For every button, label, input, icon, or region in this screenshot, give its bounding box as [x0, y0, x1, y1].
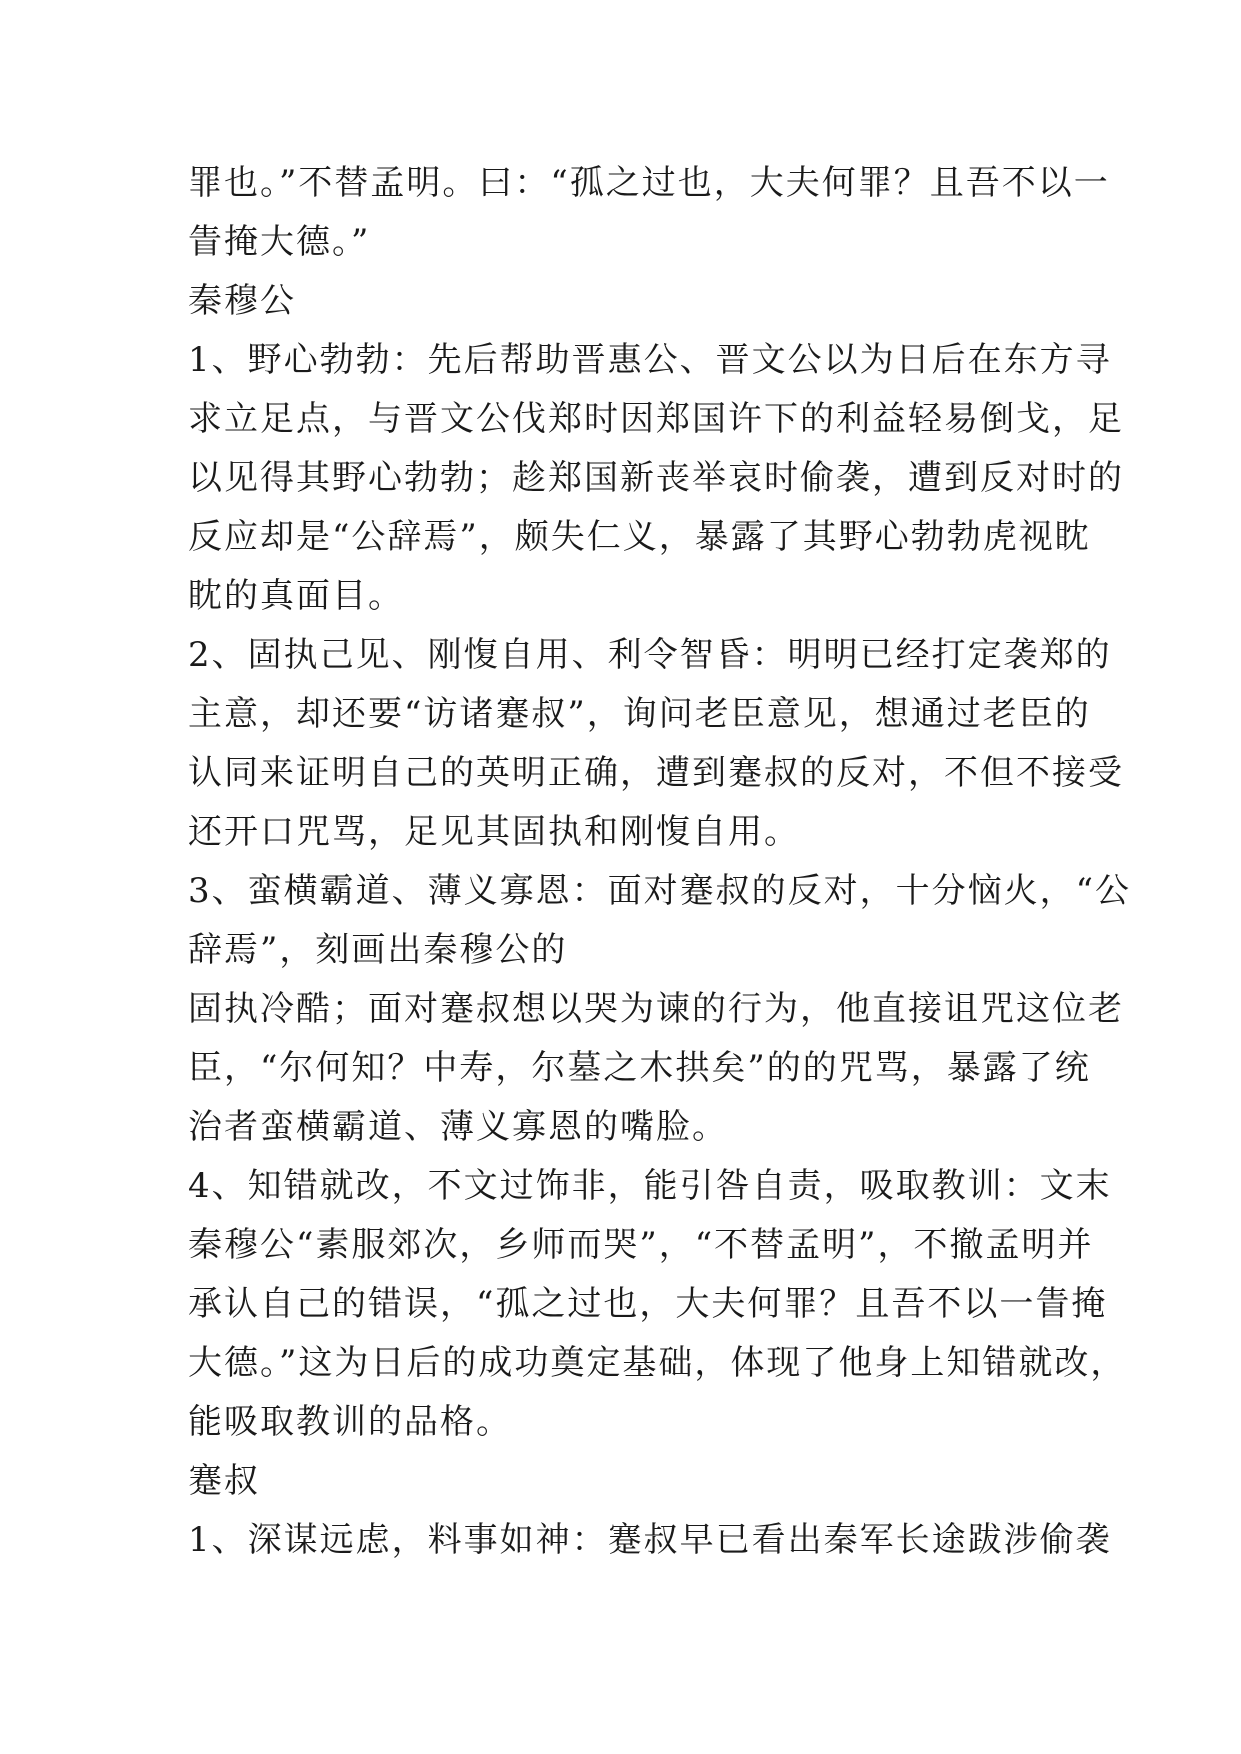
- text-line: 治者蛮横霸道、薄义寡恩的嘴脸。: [188, 1107, 728, 1147]
- text-line: 1、深谋远虑，料事如神：蹇叔早已看出秦军长途跋涉偷袭: [188, 1520, 1112, 1560]
- section-heading-jian-shu: 蹇叔: [188, 1461, 260, 1501]
- text-line: 4、知错就改，不文过饰非，能引咎自责，吸取教训：文末: [188, 1166, 1112, 1206]
- text-line: 能吸取教训的品格。: [188, 1402, 512, 1442]
- text-line: 臣，“尔何知？中寿，尔墓之木拱矣”的的咒骂，暴露了统: [188, 1048, 1091, 1088]
- text-line: 承认自己的错误，“孤之过也，大夫何罪？且吾不以一眚掩: [188, 1284, 1108, 1324]
- text-line: 3、蛮横霸道、薄义寡恩：面对蹇叔的反对，十分恼火，“公: [188, 871, 1132, 911]
- text-line: 辞焉”，刻画出秦穆公的: [188, 930, 568, 970]
- text-line: 眚掩大德。”: [188, 222, 371, 262]
- body-text: [188, 154, 1132, 1570]
- text-line: 大德。”这为日后的成功奠定基础，体现了他身上知错就改，: [188, 1343, 1127, 1383]
- text-line: 秦穆公“素服郊次，乡师而哭”，“不替孟明”，不撤孟明并: [188, 1225, 1094, 1265]
- text-line: 反应却是“公辞焉”，颇失仁义，暴露了其野心勃勃虎视眈: [188, 517, 1091, 557]
- text-line: 还开口咒骂，足见其固执和刚愎自用。: [188, 812, 800, 852]
- text-line: 求立足点，与晋文公伐郑时因郑国许下的利益轻易倒戈，足: [188, 399, 1124, 439]
- text-line: 1、野心勃勃：先后帮助晋惠公、晋文公以为日后在东方寻: [188, 340, 1112, 380]
- text-line: 罪也。”不替孟明。曰：“孤之过也，大夫何罪？且吾不以一: [188, 163, 1110, 203]
- text-line: 主意，却还要“访诸蹇叔”，询问老臣意见，想通过老臣的: [188, 694, 1091, 734]
- section-heading-qin-mugong: 秦穆公: [188, 281, 296, 321]
- text-line: 固执冷酷；面对蹇叔想以哭为谏的行为，他直接诅咒这位老: [188, 989, 1124, 1029]
- text-line: 眈的真面目。: [188, 576, 404, 616]
- text-line: 2、固执己见、刚愎自用、利令智昏：明明已经打定袭郑的: [188, 635, 1112, 675]
- text-line: 认同来证明自己的英明正确，遭到蹇叔的反对，不但不接受: [188, 753, 1124, 793]
- text-line: 以见得其野心勃勃；趁郑国新丧举哀时偷袭，遭到反对时的: [188, 458, 1124, 498]
